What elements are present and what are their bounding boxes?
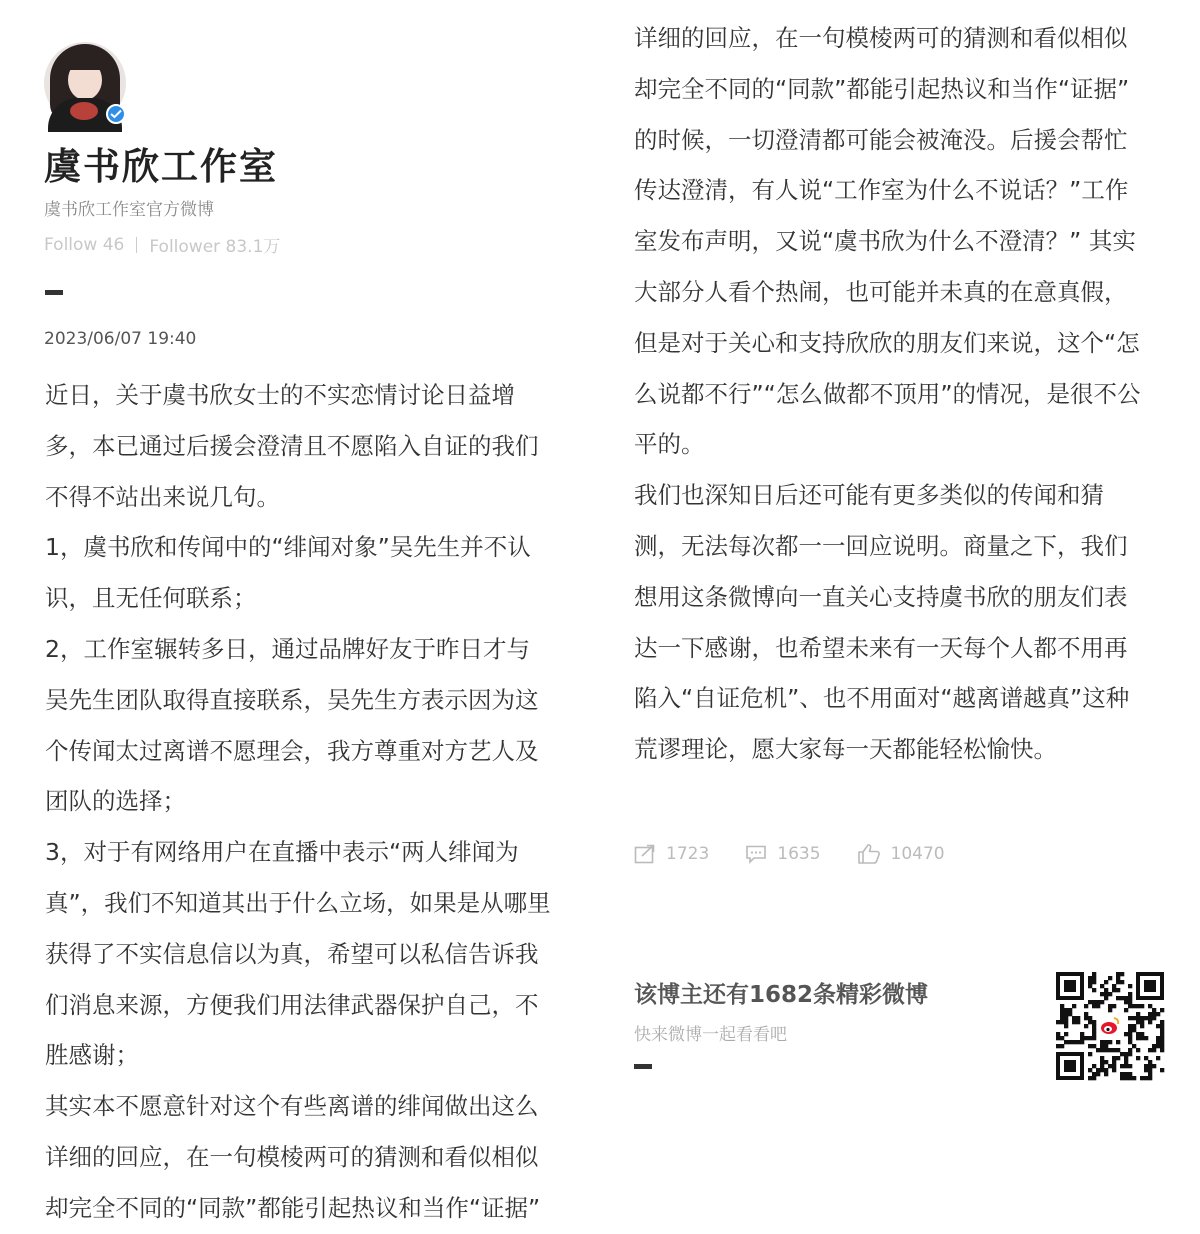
like-button[interactable] — [857, 843, 945, 865]
footer-divider — [634, 1064, 652, 1069]
post-line: 详细的回应，在一句模棱两可的猜测和看似相似 — [634, 24, 1128, 52]
post-line: 吴先生团队取得直接联系，吴先生方表示因为这 — [45, 685, 539, 714]
profile-description: 虞书欣工作室官方微博 — [44, 200, 214, 220]
post-line: 陷入“自证危机”、也不用面对“越离谱越真”这种 — [634, 684, 1130, 713]
post-line: 胜感谢； — [45, 1041, 139, 1070]
post-line: 个传闻太过离谱不愿理会，我方尊重对方艺人及 — [45, 736, 539, 765]
repost-button[interactable] — [634, 844, 709, 864]
post-line: 但是对于关心和支持欣欣的朋友们来说，这个“怎 — [634, 328, 1140, 357]
profile-name[interactable]: 虞书欣工作室 — [44, 145, 278, 188]
comment-count: 1635 — [777, 844, 821, 864]
post-line: 想用这条微博向一直关心支持虞书欣的朋友们表 — [634, 582, 1128, 611]
post-line: 荒谬理论，愿大家每一天都能轻松愉快。 — [634, 735, 1057, 764]
qr-code[interactable] — [1056, 972, 1164, 1080]
post-line: 获得了不实信息信以为真，希望可以私信告诉我 — [45, 939, 539, 968]
comment-icon — [745, 844, 767, 864]
stats-divider — [136, 237, 137, 253]
repost-icon — [634, 844, 656, 864]
like-count: 10470 — [890, 844, 945, 864]
post-line: 真”，我们不知道其出于什么立场，如果是从哪里 — [45, 888, 551, 917]
left-panel — [0, 0, 600, 1222]
avatar-bangs — [64, 54, 106, 70]
verified-icon — [106, 104, 126, 124]
post-line: 近日，关于虞书欣女士的不实恋情讨论日益增 — [45, 381, 515, 409]
follow-count[interactable]: Follow 46 — [44, 234, 125, 255]
post-line: 详细的回应，在一句模棱两可的猜测和看似相似 — [45, 1142, 539, 1171]
follower-count[interactable]: Follower 83.1万 — [149, 237, 281, 257]
post-line: 大部分人看个热闹，也可能并未真的在意真假， — [634, 277, 1128, 306]
post-line: 达一下感谢，也希望未来有一天每个人都不用再 — [634, 633, 1128, 662]
post-line: 不得不站出来说几句。 — [45, 482, 280, 511]
comment-button[interactable] — [745, 844, 820, 864]
avatar-flower — [70, 102, 98, 120]
repost-count: 1723 — [666, 844, 710, 864]
post-line: 平的。 — [634, 430, 705, 459]
post-line: 们消息来源，方便我们用法律武器保护自己，不 — [45, 990, 539, 1019]
post-line: 我们也深知日后还可能有更多类似的传闻和猜 — [634, 481, 1104, 510]
post-line: 团队的选择； — [45, 787, 186, 816]
post-line: 却完全不同的“同款”都能引起热议和当作“证据” — [634, 74, 1130, 103]
post-line: 传达澄清，有人说“工作室为什么不说话？”工作 — [634, 176, 1129, 205]
post-line: 室发布声明，又说“虞书欣为什么不澄清？” 其实 — [634, 227, 1136, 256]
post-line: 测，无法每次都一一回应说明。商量之下，我们 — [634, 531, 1128, 560]
post-line: 其实本不愿意针对这个有些离谱的绯闻做出这么 — [45, 1092, 539, 1121]
post-date: 2023/06/07 19:40 — [44, 329, 197, 349]
post-line: 1，虞书欣和传闻中的“绯闻对象”吴先生并不认 — [45, 533, 531, 562]
post-line: 2，工作室辗转多日，通过品牌好友于昨日才与 — [45, 634, 530, 663]
thumbs-up-icon — [857, 843, 881, 865]
post-line: 3，对于有网络用户在直播中表示“两人绯闻为 — [45, 838, 519, 867]
more-posts-title: 该博主还有1682条精彩微博 — [634, 982, 929, 1008]
profile-stats — [44, 232, 280, 257]
header-divider — [45, 290, 63, 295]
post-body-left — [45, 370, 551, 1234]
post-line: 多，本已通过后援会澄清且不愿陷入自证的我们 — [45, 431, 539, 460]
post-line: 的时候，一切澄清都可能会被淹没。后援会帮忙 — [634, 125, 1128, 154]
post-line: 识，且无任何联系； — [45, 584, 257, 613]
more-posts-subtitle: 快来微博一起看看吧 — [634, 1025, 787, 1045]
post-line: 却完全不同的“同款”都能引起热议和当作“证据” — [45, 1193, 541, 1222]
post-body-right — [634, 13, 1141, 775]
post-actions — [634, 843, 981, 865]
post-line: 么说都不行”“怎么做都不顶用”的情况，是很不公 — [634, 379, 1141, 408]
